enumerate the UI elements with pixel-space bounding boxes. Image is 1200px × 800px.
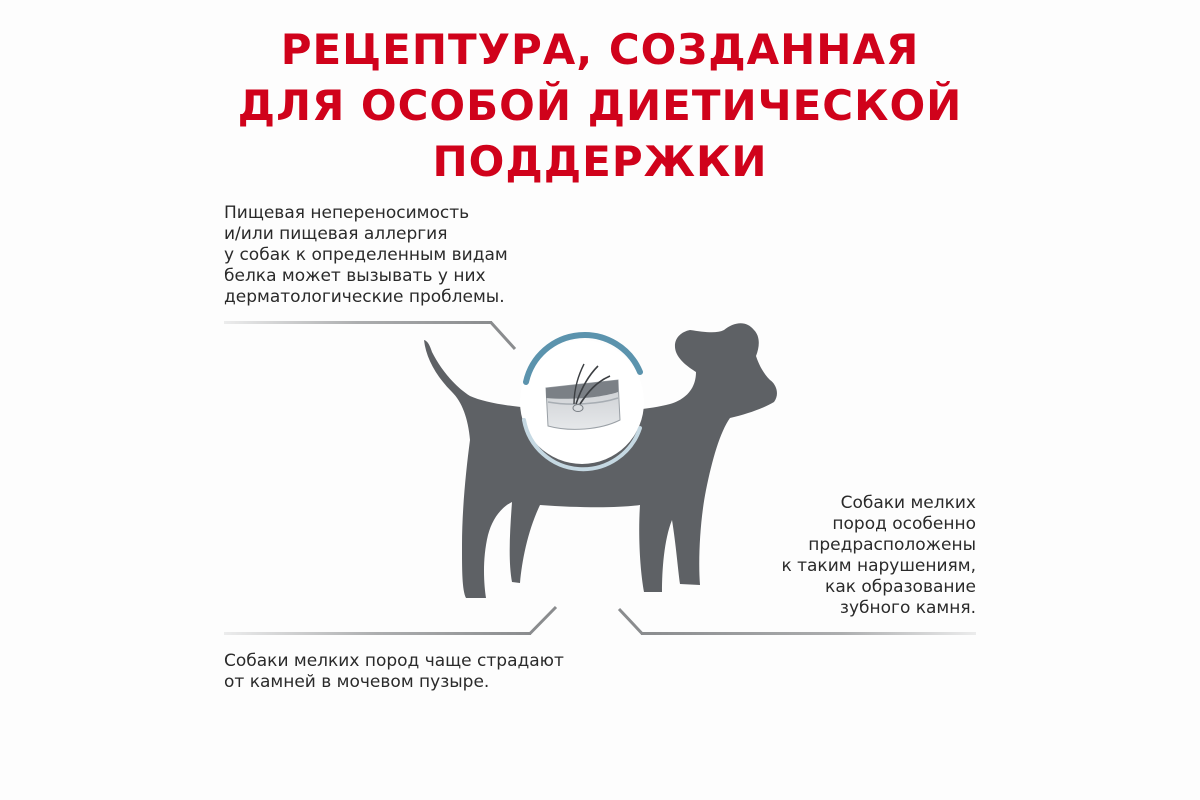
skin-cross-section-icon — [520, 335, 644, 469]
title-line-3: ПОДДЕРЖКИ — [432, 137, 768, 186]
callout-skin-line: Пищевая непереносимость — [224, 203, 470, 223]
callout-teeth-line: зубного камня. — [839, 598, 976, 618]
callout-skin-line: белка может вызывать у них — [224, 266, 486, 286]
callout-bladder-line: от камней в мочевом пузыре. — [224, 672, 490, 692]
title-line-2: ДЛЯ ОСОБОЙ ДИЕТИЧЕСКОЙ — [237, 81, 963, 130]
callout-teeth-line: к таким нарушениям, — [781, 556, 976, 576]
leader-line-bladder — [224, 607, 556, 635]
callout-teeth-line: как образование — [825, 577, 976, 597]
callout-skin-line: у собак к определенным видам — [224, 245, 508, 265]
callout-skin-line: дерматологические проблемы. — [224, 287, 505, 307]
leader-line-skin — [224, 321, 515, 349]
callout-bladder-stones — [224, 651, 564, 693]
callout-teeth-line: Собаки мелких — [840, 493, 976, 513]
callout-skin-allergy — [224, 203, 508, 308]
callout-bladder-line: Собаки мелких пород чаще страдают — [224, 651, 564, 671]
callout-teeth-line: пород особенно — [832, 514, 976, 534]
callout-dental-tartar — [700, 493, 976, 619]
title-line-1: РЕЦЕПТУРА, СОЗДАННАЯ — [280, 25, 920, 74]
callout-teeth-line: предрасположены — [808, 535, 976, 555]
callout-skin-line: и/или пищевая аллергия — [224, 224, 448, 244]
